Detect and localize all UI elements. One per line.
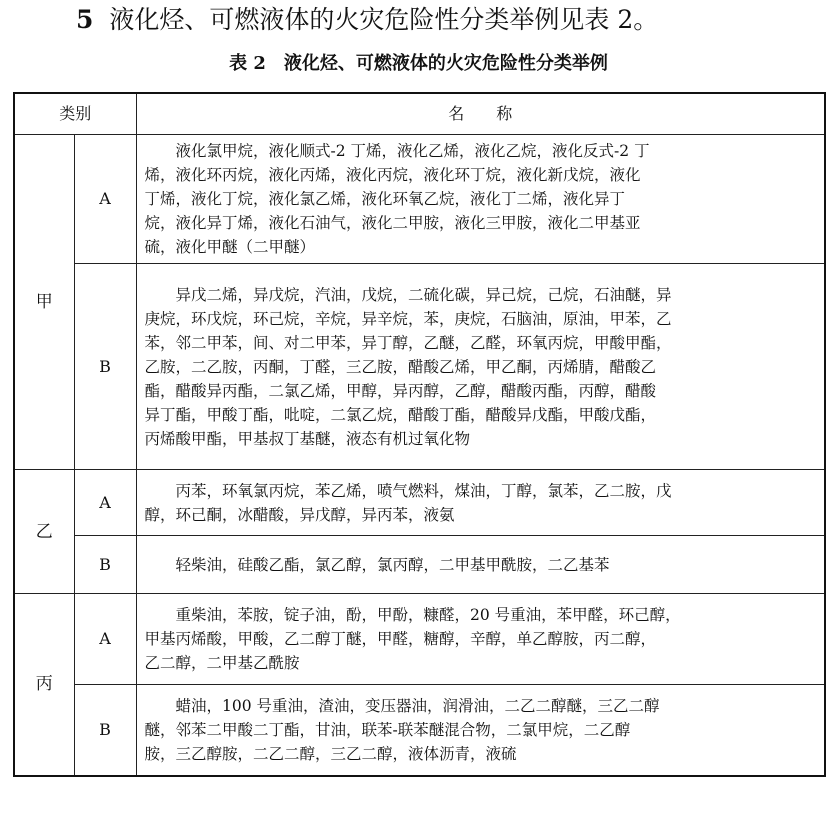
- names-line: 胺，三乙醇胺，二乙二醇，三乙二醇，液体沥青，液硫: [144, 744, 517, 763]
- table-row: [14, 536, 825, 594]
- names-line: 重柴油，苯胺，锭子油，酚，甲酚，糠醛，20 号重油，苯甲醛，环己醇，: [144, 606, 681, 624]
- names-line: 蜡油，100 号重油，渣油，变压器油，润滑油，二乙二醇醚，三乙二醇: [144, 696, 660, 715]
- names-line: 烯，液化环丙烷，液化丙烯，液化丙烷，液化环丁烷，液化新戊烷，液化: [144, 166, 641, 184]
- table-caption: [0, 50, 837, 78]
- names-line: 轻柴油，硅酸乙酯，氯乙醇，氯丙醇，二甲基甲酰胺，二乙基苯: [144, 555, 610, 574]
- names-line: 醇，环己酮，冰醋酸，异戊醇，异丙苯，液氨: [144, 505, 455, 524]
- category-cell: 乙: [14, 470, 74, 594]
- names-line: 酯，醋酸异丙酯，二氯乙烯，甲醇，异丙醇，乙醇，醋酸丙酯，丙醇，醋酸: [144, 381, 657, 400]
- names-line: 烷，液化异丁烯，液化石油气，液化二甲胺，液化三甲胺，液化二甲基亚: [144, 214, 641, 232]
- table-number: 表 2: [229, 53, 266, 74]
- names-cell: [136, 135, 825, 264]
- names-cell: [136, 264, 825, 470]
- names-cell: [136, 536, 825, 594]
- names-line: 异戊二烯，异戊烷，汽油，戊烷，二硫化碳，异己烷，己烷，石油醚，异: [144, 285, 672, 304]
- header-names: 名 称: [136, 93, 825, 135]
- table-row: [14, 470, 825, 536]
- section-heading: [76, 2, 658, 38]
- table-row: [14, 594, 825, 685]
- category-cell: 丙: [14, 594, 74, 776]
- names-cell: [136, 594, 825, 685]
- names-line: 丙苯，环氧氯丙烷，苯乙烯，喷气燃料，煤油，丁醇，氯苯，乙二胺，戊: [144, 481, 672, 500]
- names-line: 苯，邻二甲苯，间、对二甲苯，异丁醇，乙醚，乙醛，环氧丙烷，甲酸甲酯，: [144, 333, 672, 352]
- names-line: 乙二醇，二甲基乙酰胺: [144, 654, 300, 672]
- names-line: 庚烷，环戊烷，环己烷，辛烷，异辛烷，苯，庚烷，石脑油，原油，甲苯，乙: [144, 309, 672, 328]
- table-row: [14, 135, 825, 264]
- names-line: 醚，邻苯二甲酸二丁酯，甘油，联苯-联苯醚混合物，二氯甲烷，二乙醇: [144, 720, 631, 739]
- names-line: 液化氯甲烷，液化顺式-2 丁烯，液化乙烯，液化乙烷，液化反式-2 丁: [144, 142, 650, 160]
- table-header-row: [14, 93, 825, 135]
- names-line: 丁烯，液化丁烷，液化氯乙烯，液化环氧乙烷，液化丁二烯，液化异丁: [144, 190, 626, 208]
- header-category: 类别: [14, 93, 136, 135]
- subclass-cell: B: [74, 264, 136, 470]
- names-cell: [136, 470, 825, 536]
- category-cell: 甲: [14, 135, 74, 470]
- subclass-cell: A: [74, 470, 136, 536]
- names-line: 乙胺，二乙胺，丙酮，丁醛，三乙胺，醋酸乙烯，甲乙酮，丙烯腈，醋酸乙: [144, 357, 657, 376]
- section-heading-text: 液化烃、可燃液体的火灾危险性分类举例见表 2。: [109, 5, 659, 34]
- subclass-cell: B: [74, 536, 136, 594]
- names-cell: [136, 685, 825, 776]
- subclass-cell: A: [74, 594, 136, 685]
- table-row: [14, 685, 825, 776]
- table-title: 液化烃、可燃液体的火灾危险性分类举例: [283, 53, 608, 74]
- table-row: [14, 264, 825, 470]
- names-line: 异丁酯，甲酸丁酯，吡啶，二氯乙烷，醋酸丁酯，醋酸异戊酯，甲酸戊酯，: [144, 405, 657, 424]
- names-line: 硫，液化甲醚（二甲醚）: [144, 238, 316, 256]
- names-line: 丙烯酸甲酯，甲基叔丁基醚，液态有机过氧化物: [144, 429, 471, 448]
- subclass-cell: B: [74, 685, 136, 776]
- section-number: 5: [76, 5, 94, 34]
- classification-table: [13, 92, 826, 777]
- subclass-cell: A: [74, 135, 136, 264]
- names-line: 甲基丙烯酸，甲酸，乙二醇丁醚，甲醛，糖醇，辛醇，单乙醇胺，丙二醇，: [144, 630, 657, 648]
